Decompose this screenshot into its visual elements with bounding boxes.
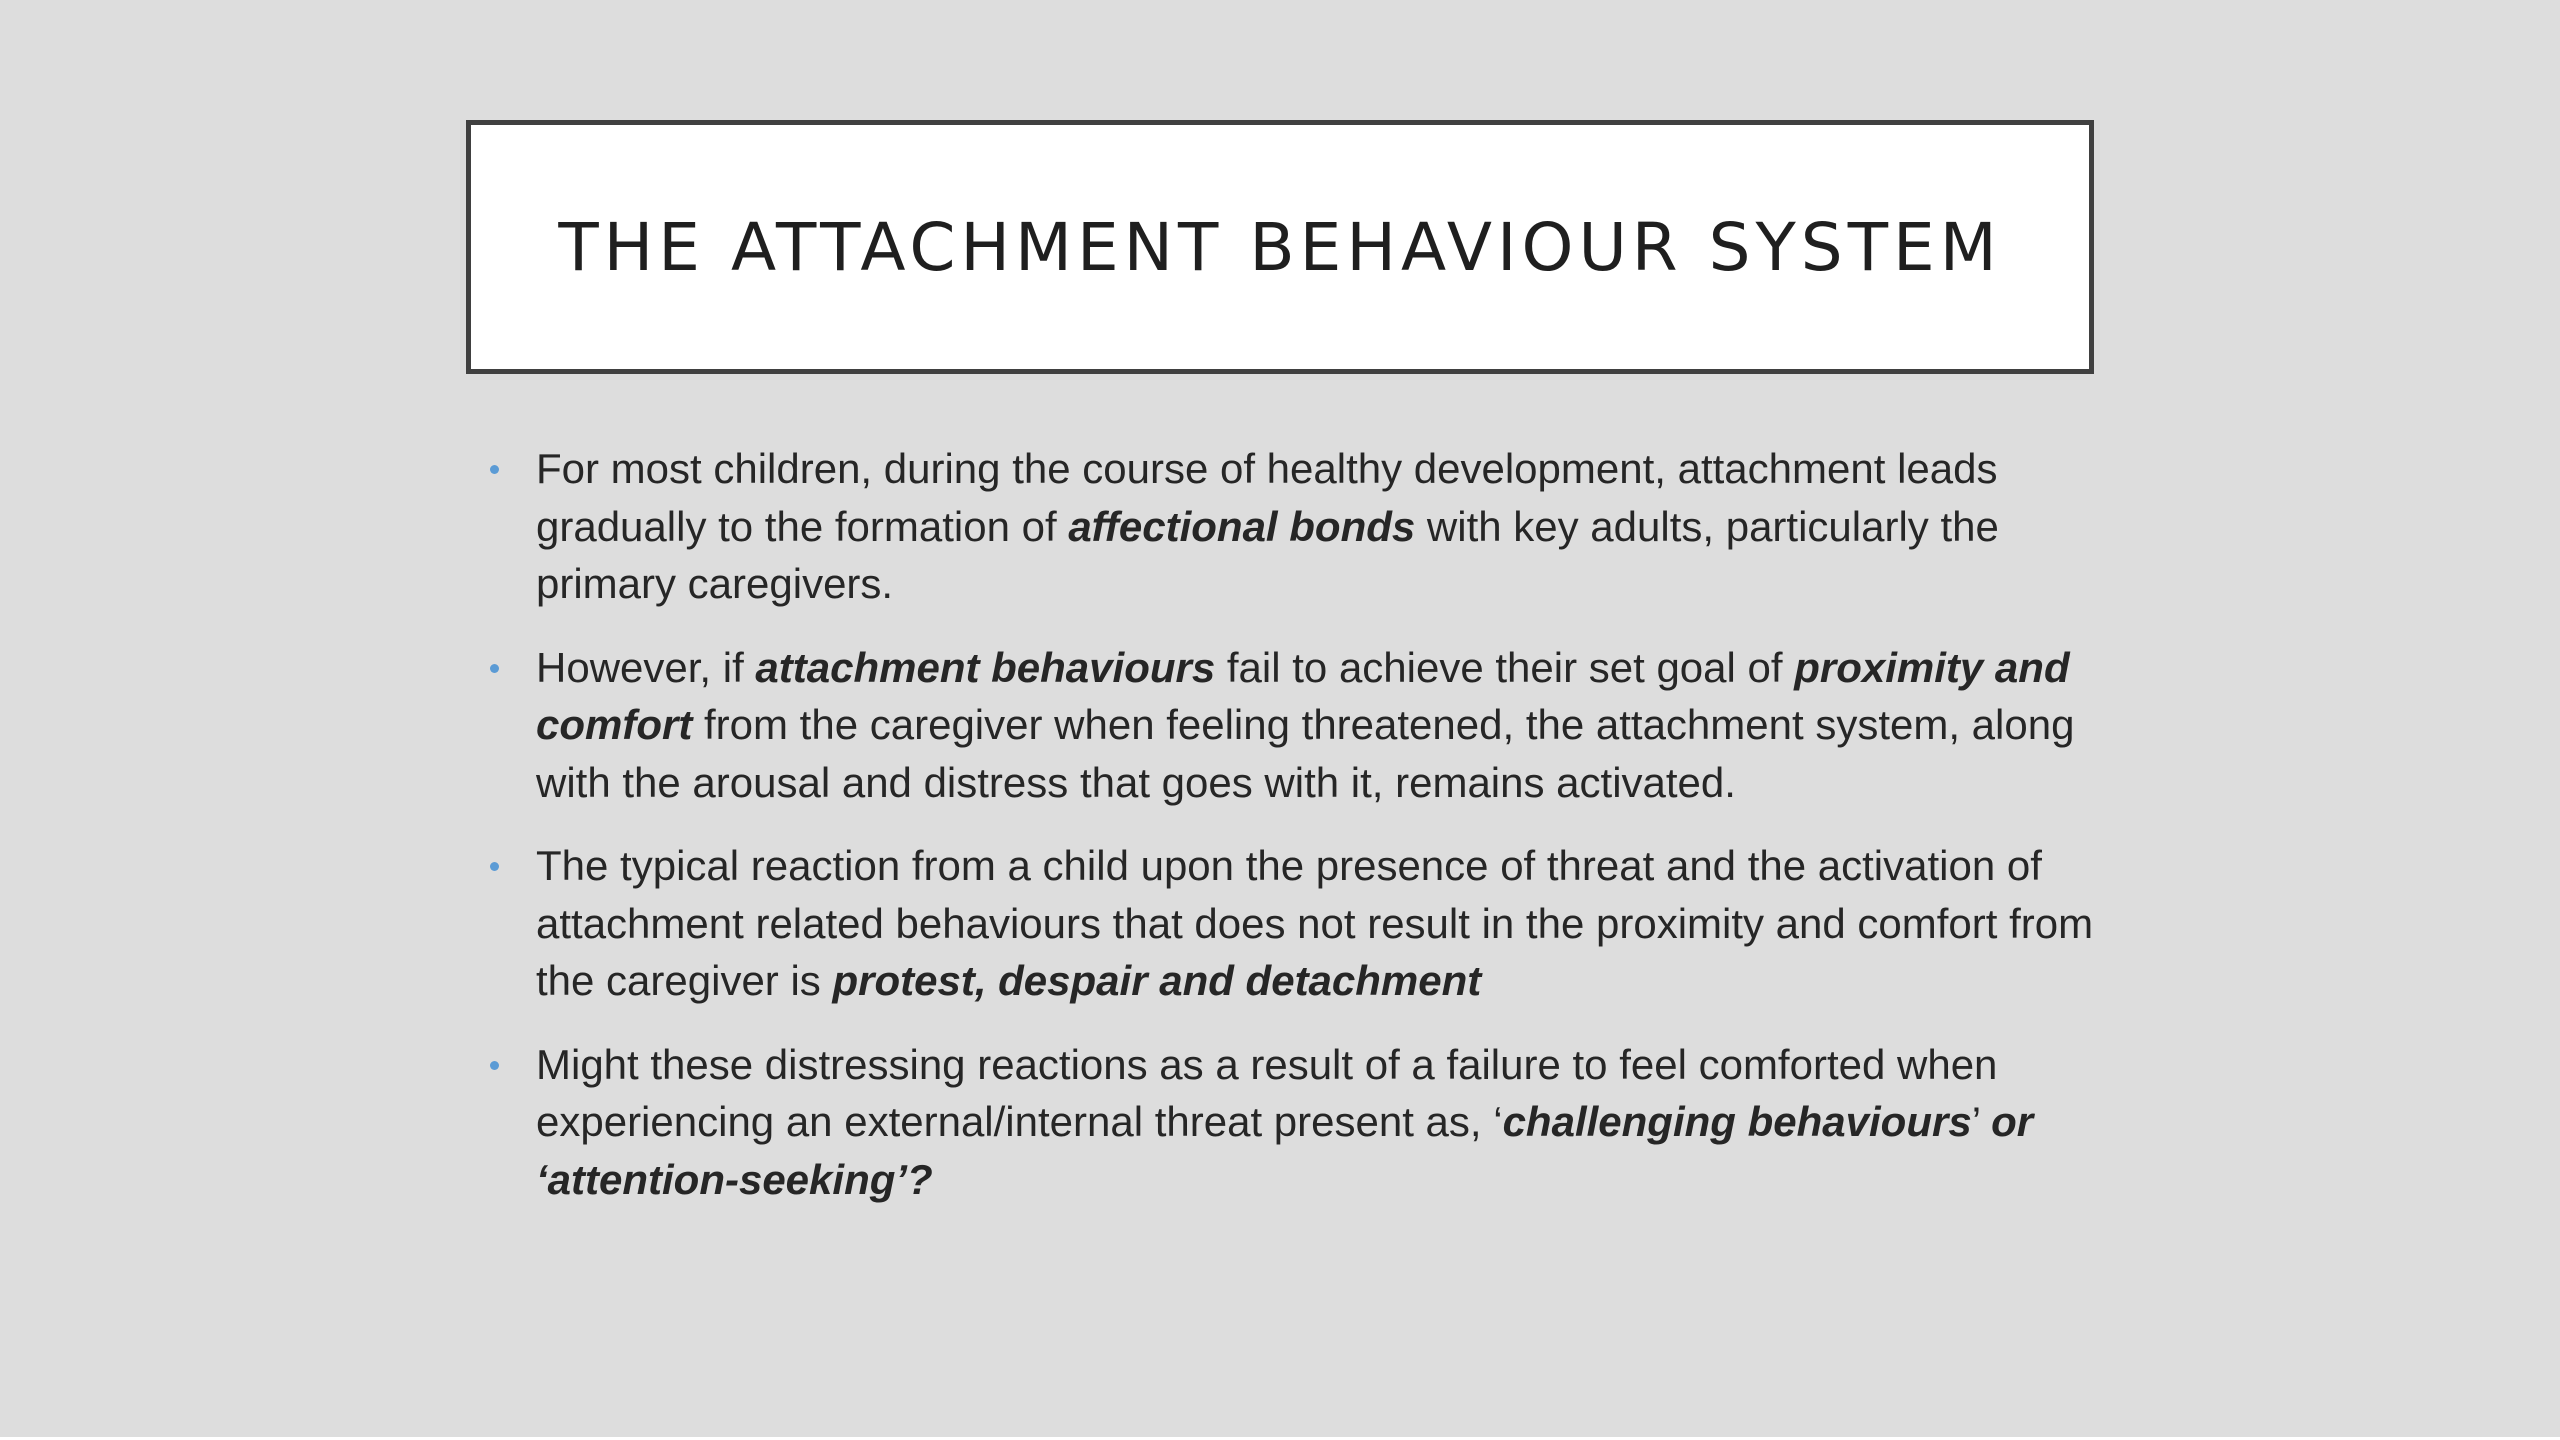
- bullet-text: However, if: [536, 643, 756, 691]
- bullet-emphasis: affectional bonds: [1068, 502, 1416, 550]
- bullet-text: ’: [1971, 1098, 1992, 1145]
- title-box: [466, 120, 2094, 374]
- bullet-emphasis: protest, despair and detachment: [832, 957, 1482, 1004]
- bullet-emphasis: proximity and comfort: [536, 643, 2070, 748]
- bullet-text: from the caregiver when feeling threatened, the attachment system, along with the arousal and distress that goes with it, remains activated.: [536, 701, 2075, 806]
- bullet-text: fail to achieve their set goal of: [1215, 643, 1795, 691]
- bullet-text: Might these distressing reactions as a result of a failure to feel comforted when experiencing an external/internal threat present as, ‘: [536, 1040, 1998, 1145]
- bullet-list: [478, 440, 2098, 1234]
- bullet-text: For most children, during the course of healthy development, attachment leads gradually to the formation of: [536, 445, 1998, 550]
- bullet-item: [478, 837, 2098, 1010]
- bullet-emphasis: challenging behaviours: [1502, 1098, 1972, 1145]
- bullet-emphasis: or ‘attention-seeking’?: [536, 1098, 2034, 1203]
- bullet-item: [478, 1036, 2098, 1209]
- bullet-text: with key adults, particularly the primary caregivers.: [536, 502, 1999, 607]
- bullet-item: [478, 440, 2098, 613]
- bullet-text: The typical reaction from a child upon the presence of threat and the activation of attachment related behaviours that does not result in the proximity and comfort from the caregiver is: [536, 842, 2094, 1004]
- slide-title: THE ATTACHMENT BEHAVIOUR SYSTEM: [558, 208, 2002, 286]
- bullet-emphasis: attachment behaviours: [755, 643, 1216, 691]
- bullet-item: [478, 639, 2098, 812]
